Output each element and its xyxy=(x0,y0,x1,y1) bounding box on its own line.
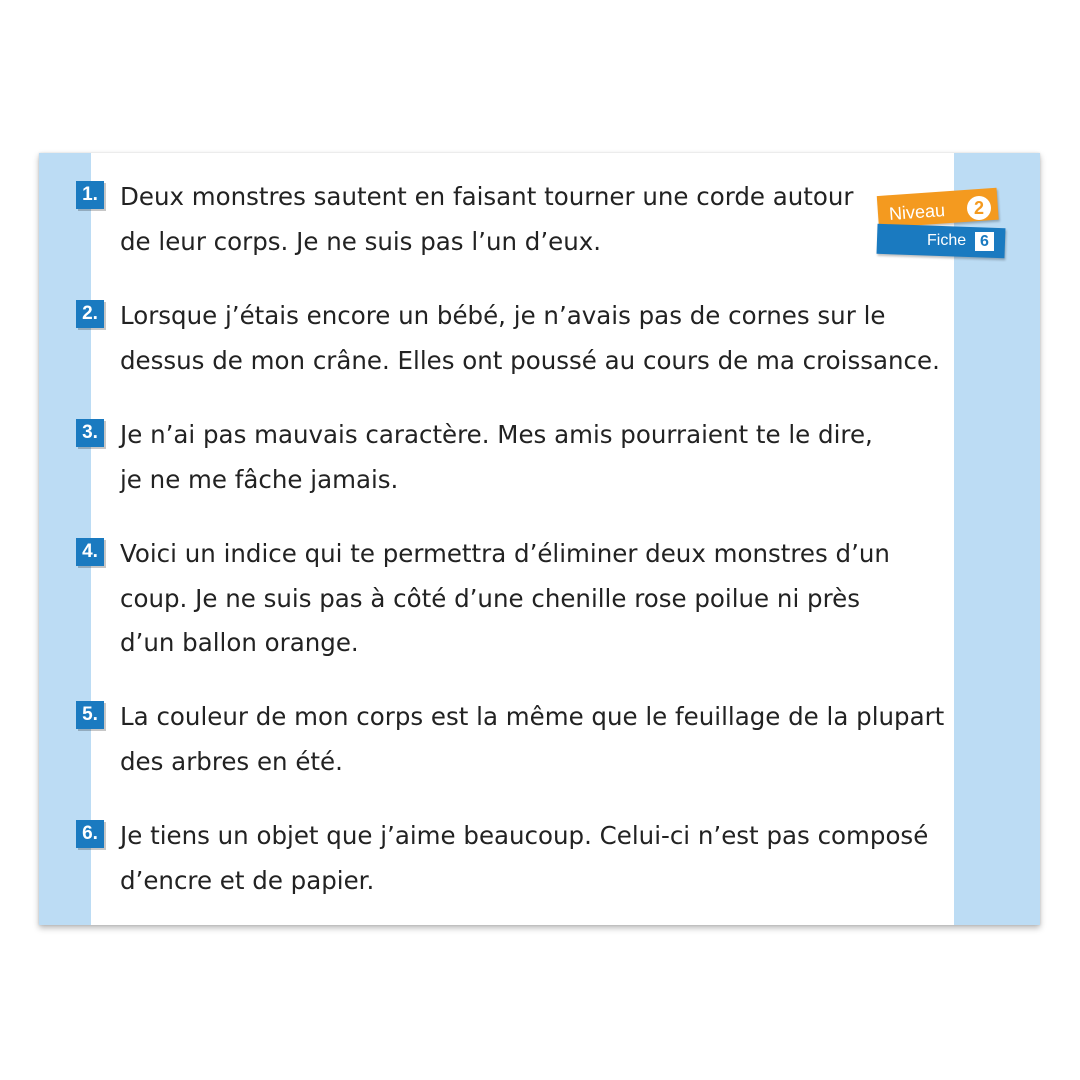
clue-text: Voici un indice qui te permettra d’éliminer deux monstres d’un coup. Je ne suis pas à côté d’une chenille rose poilue ni près d’un ballon orange. xyxy=(120,539,890,657)
worksheet-card xyxy=(39,153,1040,925)
right-color-band xyxy=(954,153,1040,925)
clue-text: Lorsque j’étais encore un bébé, je n’avais pas de cornes sur le dessus de mon crâne. Elles ont poussé au cours de ma croissance. xyxy=(120,301,940,375)
clue-text: Deux monstres sautent en faisant tourner une corde autour de leur corps. Je ne suis pas l’un d’eux. xyxy=(120,182,854,256)
clue-text: La couleur de mon corps est la même que le feuillage de la plupart des arbres en été. xyxy=(120,702,945,776)
clue-number-badge: 3. xyxy=(76,419,104,447)
fiche-number: 6 xyxy=(975,232,994,251)
niveau-number: 2 xyxy=(967,196,991,220)
clue-number-badge: 4. xyxy=(76,538,104,566)
fiche-label: Fiche xyxy=(927,232,967,249)
clue-number-badge: 6. xyxy=(76,820,104,848)
clue-number-badge: 1. xyxy=(76,181,104,209)
niveau-label: Niveau xyxy=(888,200,946,224)
clue-text: Je tiens un objet que j’aime beaucoup. Celui-ci n’est pas composé d’encre et de papier. xyxy=(120,821,929,895)
level-badge xyxy=(877,196,1007,262)
clue-number-badge: 5. xyxy=(76,701,104,729)
clue-number-badge: 2. xyxy=(76,300,104,328)
clue-text: Je n’ai pas mauvais caractère. Mes amis pourraient te le dire, je ne me fâche jamais. xyxy=(120,420,873,494)
